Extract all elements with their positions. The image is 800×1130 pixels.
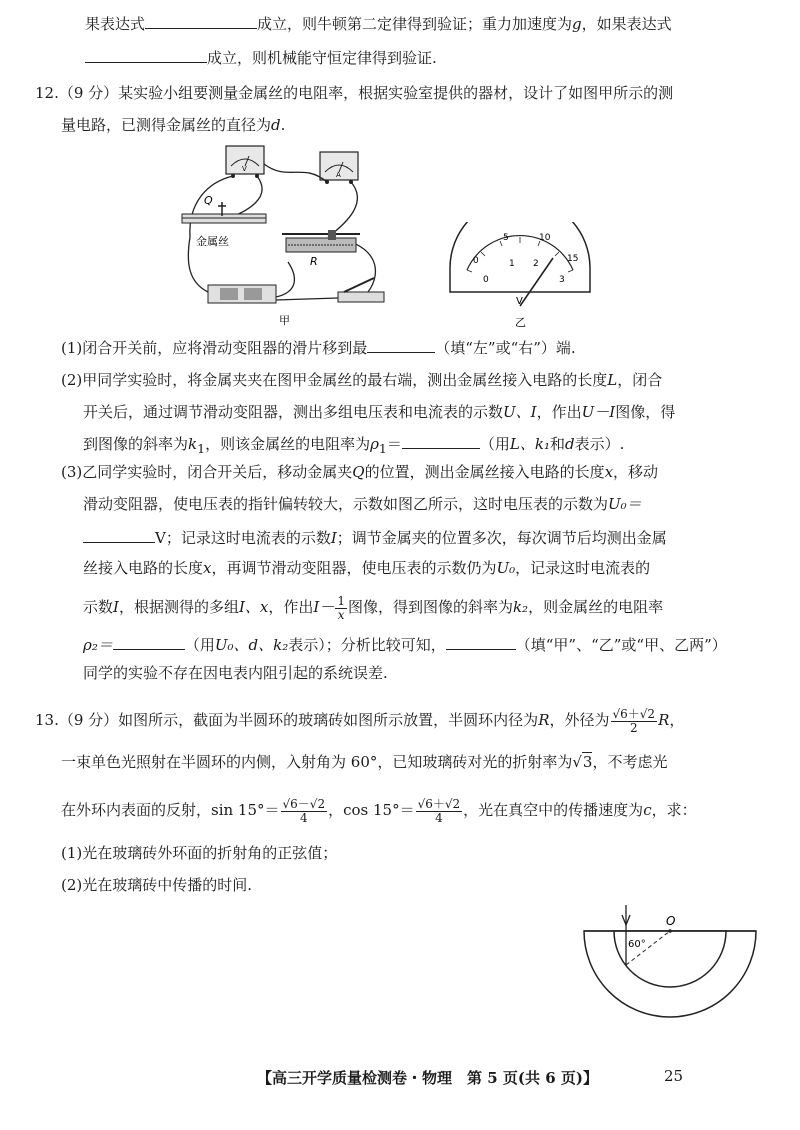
q13-sub1 xyxy=(61,843,337,863)
var-i: I－ xyxy=(313,598,335,616)
var-d: d xyxy=(271,116,281,134)
voltmeter-dial-figure-yi xyxy=(445,222,595,330)
var-rho2: ρ₂＝ xyxy=(83,636,113,654)
wire xyxy=(223,176,262,220)
inner-scale-1: 1 xyxy=(509,259,515,269)
var-ui: U、I xyxy=(503,403,537,421)
q13-line-3 xyxy=(61,795,697,825)
q13-sub2 xyxy=(61,875,252,895)
text: . xyxy=(280,116,286,134)
var-d: d xyxy=(564,435,575,453)
semicircle-ring-figure xyxy=(570,905,770,1030)
text: 表示）；分析比较可知， xyxy=(288,636,446,654)
sqrt-radicand: 3 xyxy=(582,753,593,771)
q12-part2-line-1 xyxy=(61,370,662,390)
voltmeter-icon xyxy=(226,146,264,178)
question-score: （9 分） xyxy=(58,711,119,729)
answer-blank[interactable] xyxy=(367,336,435,353)
text: 滑动变阻器，使电压表的指针偏转较大，示数如图乙所示，这时电压表的示数为 xyxy=(83,495,609,513)
fraction-sin15 xyxy=(281,798,328,825)
answer-blank[interactable] xyxy=(83,526,155,543)
text: ，则金属丝的电阻率 xyxy=(528,598,664,616)
q12-intro-line-1 xyxy=(35,83,673,103)
meter-a-label: A xyxy=(336,171,341,179)
fraction-numerator: √6－√2 xyxy=(282,796,326,811)
subscript: 1 xyxy=(378,441,387,456)
text: 开关后，通过调节滑动变阻器，测出多组电压表和电流表的示数 xyxy=(83,403,504,421)
var-rho: ρ xyxy=(370,435,379,453)
q11-line-2 xyxy=(85,46,437,68)
text: ，移动 xyxy=(613,463,659,481)
question-score: （9 分） xyxy=(58,84,119,102)
text: （用 xyxy=(184,636,215,654)
rheostat-icon[interactable] xyxy=(282,230,360,252)
fraction-numerator: √6＋√2 xyxy=(417,796,461,811)
text: ，cos 15°＝ xyxy=(328,801,415,819)
var-list: U₀、d、k₂ xyxy=(214,636,289,654)
outer-scale-5: 5 xyxy=(503,233,509,243)
outer-scale-10: 10 xyxy=(539,233,551,243)
var-l: L xyxy=(607,371,618,389)
var-r: R xyxy=(658,711,670,729)
question-number: 13. xyxy=(35,711,59,729)
q12-part3-line-6 xyxy=(83,633,727,655)
var-list: L、k₁ xyxy=(509,435,550,453)
q13-line-2 xyxy=(61,752,667,772)
text: 如图所示，截面为半圆环的玻璃砖如图所示放置，半圆环内径为 xyxy=(118,711,539,729)
text: (3)乙同学实验时，闭合开关后，移动金属夹 xyxy=(61,463,353,481)
outer-scale-0: 0 xyxy=(473,256,479,266)
text: 同学的实验不存在因电表内阻引起的系统误差. xyxy=(83,664,388,682)
dial-unit: V xyxy=(516,296,523,307)
text: ，记录这时电流表的 xyxy=(515,559,651,577)
text: ，根据测得的多组 xyxy=(118,598,239,616)
text: 图像，得 xyxy=(615,403,676,421)
text: ，闭合 xyxy=(617,371,663,389)
equals: ＝ xyxy=(386,435,402,453)
text: （填“左”或“右”）端. xyxy=(435,339,576,357)
text: 和 xyxy=(549,435,565,453)
answer-blank[interactable] xyxy=(113,633,185,650)
text: ，作出 xyxy=(536,403,582,421)
text: ，如果表达式 xyxy=(581,15,672,33)
text: (1)闭合开关前，应将滑动变阻器的滑片移到最 xyxy=(61,339,368,357)
label-metal-wire: 金属丝 xyxy=(196,235,229,248)
caption-jia: 甲 xyxy=(279,314,290,327)
text: 在外环内表面的反射，sin 15°＝ xyxy=(61,801,280,819)
var-g: g xyxy=(572,15,582,33)
wire xyxy=(276,298,338,300)
q12-part3-line-7 xyxy=(83,663,388,683)
var-k: k xyxy=(188,435,198,453)
fraction-denominator: x xyxy=(337,607,345,622)
q13-line-1 xyxy=(35,705,684,735)
var-q: Q xyxy=(352,463,365,481)
text: ，则该金属丝的电阻率为 xyxy=(205,435,371,453)
text: (2)光在玻璃砖中传播的时间. xyxy=(61,876,253,894)
q12-part2-line-3 xyxy=(83,432,624,459)
text: （用 xyxy=(479,435,510,453)
footer-page-code: 25 xyxy=(664,1067,684,1085)
fraction-cos15 xyxy=(416,798,463,825)
fraction-outer-radius xyxy=(611,708,658,735)
answer-blank[interactable] xyxy=(145,12,257,29)
wire xyxy=(328,182,357,237)
fraction-numerator: √6＋√2 xyxy=(612,706,656,721)
footer-title: 【高三开学质量检测卷・物理 第 5 页(共 6 页)】 xyxy=(257,1069,598,1087)
q12-part3-line-4 xyxy=(83,558,650,578)
text: 成立，则牛顿第二定律得到验证；重力加速度为 xyxy=(257,15,573,33)
text: ，外径为 xyxy=(549,711,610,729)
fraction-denominator: 2 xyxy=(629,720,638,735)
text: ；调节金属夹的位置多次，每次调节后均测出金属 xyxy=(336,529,667,547)
battery-icon xyxy=(208,285,276,303)
q12-part3-line-2 xyxy=(83,494,642,514)
q12-part3-line-1 xyxy=(61,462,658,482)
text: ，不考虑光 xyxy=(592,753,668,771)
q11-line-1 xyxy=(85,12,672,34)
text: (1)光在玻璃砖外环面的折射角的正弦值； xyxy=(61,844,338,862)
text: 到图像的斜率为 xyxy=(83,435,189,453)
text: （填“甲”、“乙”或“甲、乙两”） xyxy=(515,636,727,654)
text: 成立，则机械能守恒定律得到验证. xyxy=(207,49,437,67)
label-q: Q xyxy=(204,194,213,207)
var-u0: U₀ xyxy=(496,559,516,577)
meter-v-label: V xyxy=(242,165,247,173)
sqrt-sign: √ xyxy=(572,753,582,771)
fraction-numerator: 1 xyxy=(337,593,345,608)
fraction-1-over-x xyxy=(335,595,347,622)
text: ，求： xyxy=(651,801,697,819)
q12-part1 xyxy=(61,336,576,358)
var-c: c xyxy=(643,801,652,819)
text: V；记录这时电流表的示数 xyxy=(155,529,331,547)
inner-scale-2: 2 xyxy=(533,259,539,269)
text: ，再调节滑动变阻器，使电压表的示数仍为 xyxy=(211,559,497,577)
q12-part2-line-2 xyxy=(83,402,675,422)
var-i: I xyxy=(330,529,337,547)
question-number: 12. xyxy=(35,84,59,102)
text: (2)甲同学实验时，将金属夹夹在图甲金属丝的最右端，测出金属丝接入电路的长度 xyxy=(61,371,608,389)
text: ， xyxy=(669,711,685,729)
var-i: I xyxy=(113,598,119,616)
label-o: O xyxy=(666,914,676,928)
caption-yi: 乙 xyxy=(515,316,526,329)
answer-blank[interactable] xyxy=(446,633,516,650)
var-u0: U₀＝ xyxy=(608,495,642,513)
q12-part3-line-5 xyxy=(83,592,663,622)
text: ，光在真空中的传播速度为 xyxy=(463,801,644,819)
label-angle: 60° xyxy=(628,939,646,950)
wire xyxy=(276,262,294,297)
q12-part3-line-3 xyxy=(83,526,667,548)
wire xyxy=(264,164,327,182)
text: 表示）. xyxy=(574,435,625,453)
var-x: x xyxy=(604,463,614,481)
fraction-denominator: 4 xyxy=(435,810,443,825)
ammeter-icon xyxy=(320,152,358,184)
outer-scale-15: 15 xyxy=(567,254,579,264)
text: 一束单色光照射在半圆环的内侧，入射角为 60°，已知玻璃砖对光的折射率为 xyxy=(61,753,573,771)
inner-scale-0: 0 xyxy=(483,275,489,285)
label-r: R xyxy=(310,255,318,268)
text: 某实验小组要测量金属丝的电阻率，根据实验室提供的器材，设计了如图甲所示的测 xyxy=(118,84,674,102)
text: 量电路，已测得金属丝的直径为 xyxy=(61,116,272,134)
text: 的位置，测出金属丝接入电路的长度 xyxy=(364,463,605,481)
fraction-denominator: 4 xyxy=(299,810,308,825)
switch-icon[interactable] xyxy=(338,278,384,302)
var-x: x xyxy=(203,559,212,577)
center-point xyxy=(668,929,672,933)
text: 果表达式 xyxy=(85,15,146,33)
inner-scale-3: 3 xyxy=(559,275,565,285)
subscript: 1 xyxy=(197,441,206,456)
circuit-figure-jia xyxy=(178,142,398,327)
answer-blank[interactable] xyxy=(402,432,480,449)
text: 示数 xyxy=(83,598,114,616)
var-u-i: U－I xyxy=(581,403,616,421)
text: 图像，得到图像的斜率为 xyxy=(347,598,513,616)
q12-intro-line-2 xyxy=(61,115,285,135)
answer-blank[interactable] xyxy=(85,46,207,63)
var-r: R xyxy=(538,711,550,729)
var-ix: I、x xyxy=(238,598,269,616)
var-k2: k₂ xyxy=(512,598,529,616)
text: 丝接入电路的长度 xyxy=(83,559,204,577)
text: ，作出 xyxy=(268,598,314,616)
